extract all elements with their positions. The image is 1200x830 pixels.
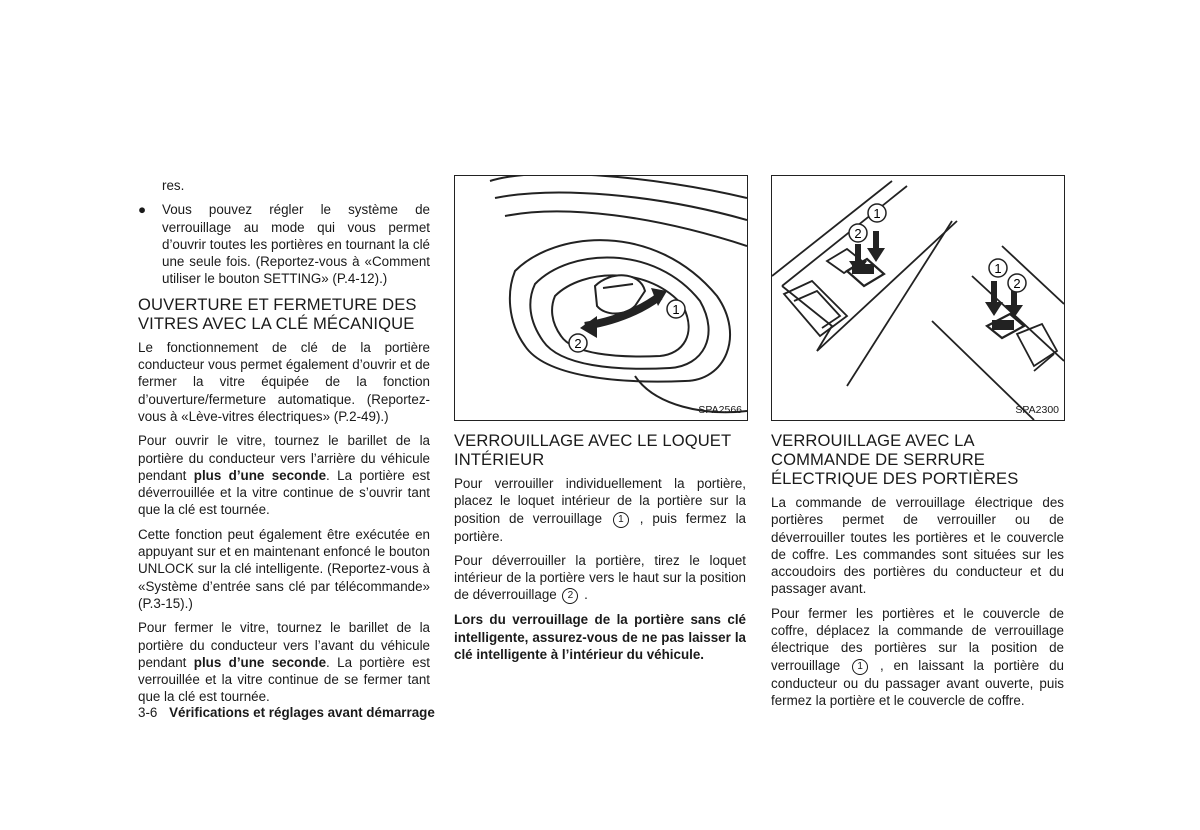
page-number: 3-6 xyxy=(138,705,158,720)
figure-code: SPA2300 xyxy=(1015,404,1059,416)
paragraph: Le fonctionnement de clé de la portière conducteur vous permet également d’ouvrir et de fermer la vitre équipée de la fonction d’ouverture/fermeture automatique. (Reportez-vous à «Lève-vitres électriques» (P.2-49).) xyxy=(138,339,430,424)
page-footer xyxy=(138,705,435,720)
paragraph: Cette fonction peut également être exécutée en appuyant sur et en maintenant enfoncé le bouton UNLOCK sur la clé intelligente. (Reportez-vous à «Système d’entrée sans clé par télécommande» (P.3-15).) xyxy=(138,526,430,611)
callout-1 xyxy=(667,300,685,318)
bullet-item xyxy=(138,201,430,287)
power-lock-switch-illustration xyxy=(772,176,1064,420)
left-column xyxy=(138,177,430,713)
text-run: Pour ouvrir le vitre, tournez le barillet de la portière du conducteur vers l’arrière du véhicule pendant xyxy=(138,433,430,483)
callout-1-label: 1 xyxy=(672,302,680,317)
middle-column xyxy=(454,427,746,670)
text-run: , puis fermez la portière. xyxy=(454,510,747,544)
figure-door-latch xyxy=(454,175,748,421)
callout-2b-label: 2 xyxy=(1013,276,1021,291)
bold-text: plus d’une seconde xyxy=(193,467,327,483)
lock-switch-button-icon-2 xyxy=(992,320,1014,330)
number-badge: 1 xyxy=(852,659,868,675)
right-column xyxy=(771,427,1064,716)
text-run: . La portière est verrouillée et la vitre continue de se fermer tant que la clé est tournée. xyxy=(138,654,430,705)
callout-2 xyxy=(849,224,867,242)
callout-1-label: 1 xyxy=(873,206,881,221)
paragraph xyxy=(454,552,746,605)
door-latch-illustration xyxy=(455,176,747,420)
figure-power-lock-switch xyxy=(771,175,1065,421)
callout-2-label: 2 xyxy=(574,336,582,351)
warning-paragraph xyxy=(454,611,746,663)
callout-1b xyxy=(989,259,1007,277)
paragraph xyxy=(138,619,430,705)
figure-code: SPA2566 xyxy=(698,404,742,416)
bold-text: plus d’une seconde xyxy=(193,654,327,670)
section-heading-power-lock: VERROUILLAGE AVEC LA COMMANDE DE SERRURE ÉLECTRIQUE DES PORTIÈRES xyxy=(771,431,1019,488)
section-heading-windows: OUVERTURE ET FERMETURE DES VITRES AVEC LA CLÉ MÉCANIQUE xyxy=(138,294,417,333)
text-run: Pour fermer le vitre, tournez le barillet de la portière du conducteur vers l’avant du véhicule pendant xyxy=(138,620,430,670)
bold-text: Lors du verrouillage de la portière sans clé intelligente, assurez-vous de ne pas laisser la clé intelligente à l’intérieur du véhicule. xyxy=(454,612,746,663)
number-badge: 2 xyxy=(562,588,578,604)
number-badge: 1 xyxy=(613,512,629,528)
section-heading-interior-latch: VERROUILLAGE AVEC LE LOQUET INTÉRIEUR xyxy=(454,431,731,469)
text-run: Pour fermer les portières et le couvercle de coffre, déplacez la commande de verrouillage électrique des portières sur la position de verrouillage xyxy=(771,605,1064,673)
text-run: , en laissant la portière du conducteur ou du passager avant ouverte, puis fermez la portière et le couvercle de coffre. xyxy=(771,657,1064,708)
callout-2 xyxy=(569,334,587,352)
paragraph xyxy=(771,605,1064,709)
callout-2b xyxy=(1008,274,1026,292)
callout-2-label: 2 xyxy=(854,226,862,241)
callout-1b-label: 1 xyxy=(994,261,1002,276)
text-run: Pour déverrouiller la portière, tirez le loquet intérieur de la portière vers le haut sur la position de déverrouillage xyxy=(454,552,746,603)
callout-1 xyxy=(868,204,886,222)
text-run: . xyxy=(580,587,588,603)
continued-text: res. xyxy=(162,178,185,193)
bullet-text: Vous pouvez régler le système de verrouillage au mode qui vous permet d’ouvrir toutes les portières en tournant la clé une seule fois. (Reportez-vous à «Comment utiliser le bouton SETTING» (P.4-12).) xyxy=(162,202,430,287)
paragraph xyxy=(454,475,746,545)
bullet-icon: ● xyxy=(138,202,147,218)
paragraph xyxy=(138,432,430,518)
section-title: Vérifications et réglages avant démarrage xyxy=(169,705,435,720)
paragraph: La commande de verrouillage électrique des portières permet de verrouiller ou de déverrouiller toutes les portières et le couvercle de coffre. Les commandes sont situées sur les accoudoirs des portières du conducteur et du passager avant. xyxy=(771,495,1064,597)
text-run: . La portière est déverrouillée et la vitre continue de s’ouvrir tant que la clé est tournée. xyxy=(138,467,430,518)
text-run: Pour verrouiller individuellement la portière, placez le loquet intérieur de la portière sur la position de verrouillage xyxy=(454,476,746,526)
